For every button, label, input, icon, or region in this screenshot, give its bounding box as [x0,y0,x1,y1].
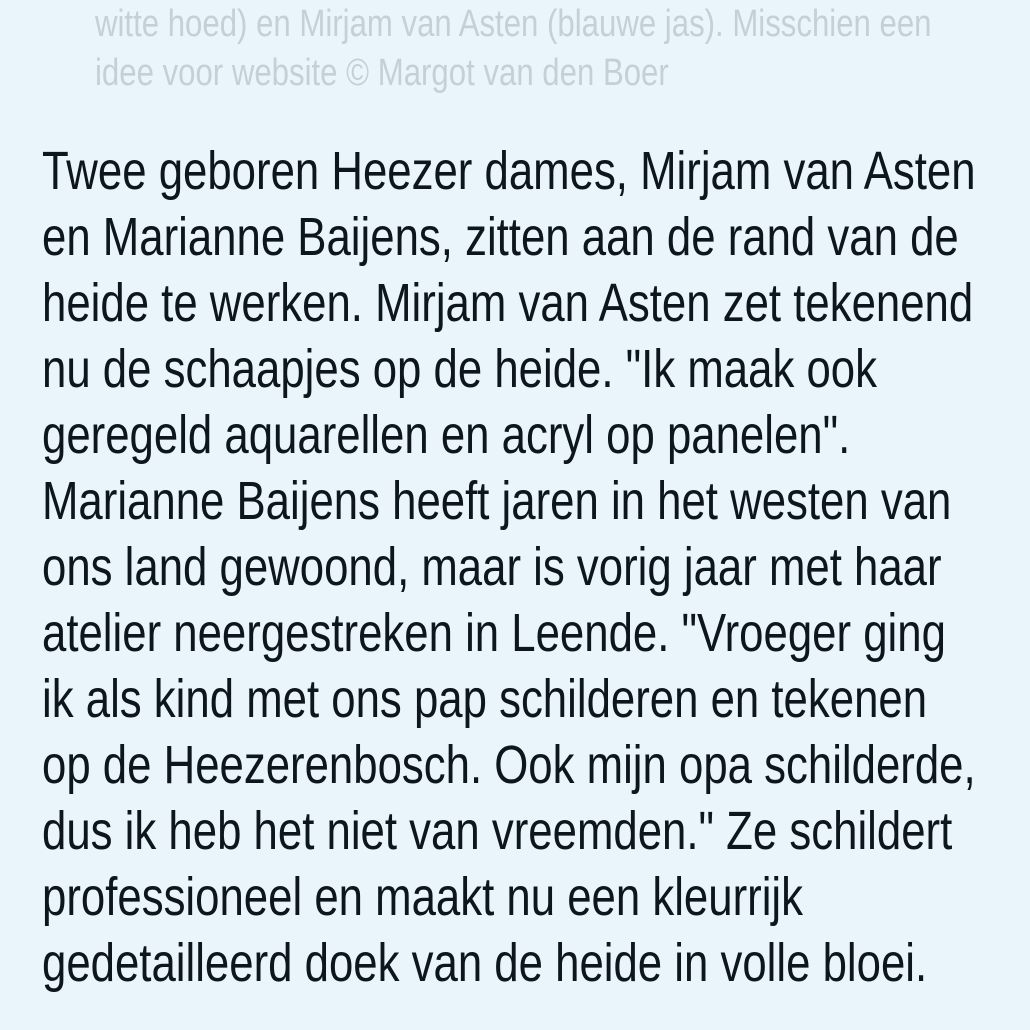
article-line: ik als kind met ons pap schilderen en tekenen [42,669,928,729]
article-line: op de Heezerenbosch. Ook mijn opa schilderde, [42,735,976,795]
article-line: professioneel en maakt nu een kleurrijk [42,867,804,927]
article-line: dus ik heb het niet van vreemden." Ze schildert [42,801,953,861]
article-line: nu de schaapjes op de heide. "Ik maak ook [42,339,877,399]
article-line: ons land gewoond, maar is vorig jaar met haar [42,537,942,597]
article-line: en Marianne Baijens, zitten aan de rand van de [42,207,959,267]
caption-line: idee voor website © Margot van den Boer [95,52,669,94]
article-line: geregeld aquarellen en acryl op panelen". [42,405,851,465]
article-paragraph [42,138,1030,996]
article-line: heide te werken. Mirjam van Asten zet tekenend [42,273,974,333]
article-line: Marianne Baijens heeft jaren in het westen van [42,471,952,531]
article-line: gedetailleerd doek van de heide in volle bloei. [42,933,928,993]
photo-caption [95,0,1030,98]
caption-line: witte hoed) en Mirjam van Asten (blauwe jas). Misschien een [95,3,932,45]
article-line: Twee geboren Heezer dames, Mirjam van Asten [42,141,976,201]
article-line: atelier neergestreken in Leende. "Vroeger ging [42,603,946,663]
